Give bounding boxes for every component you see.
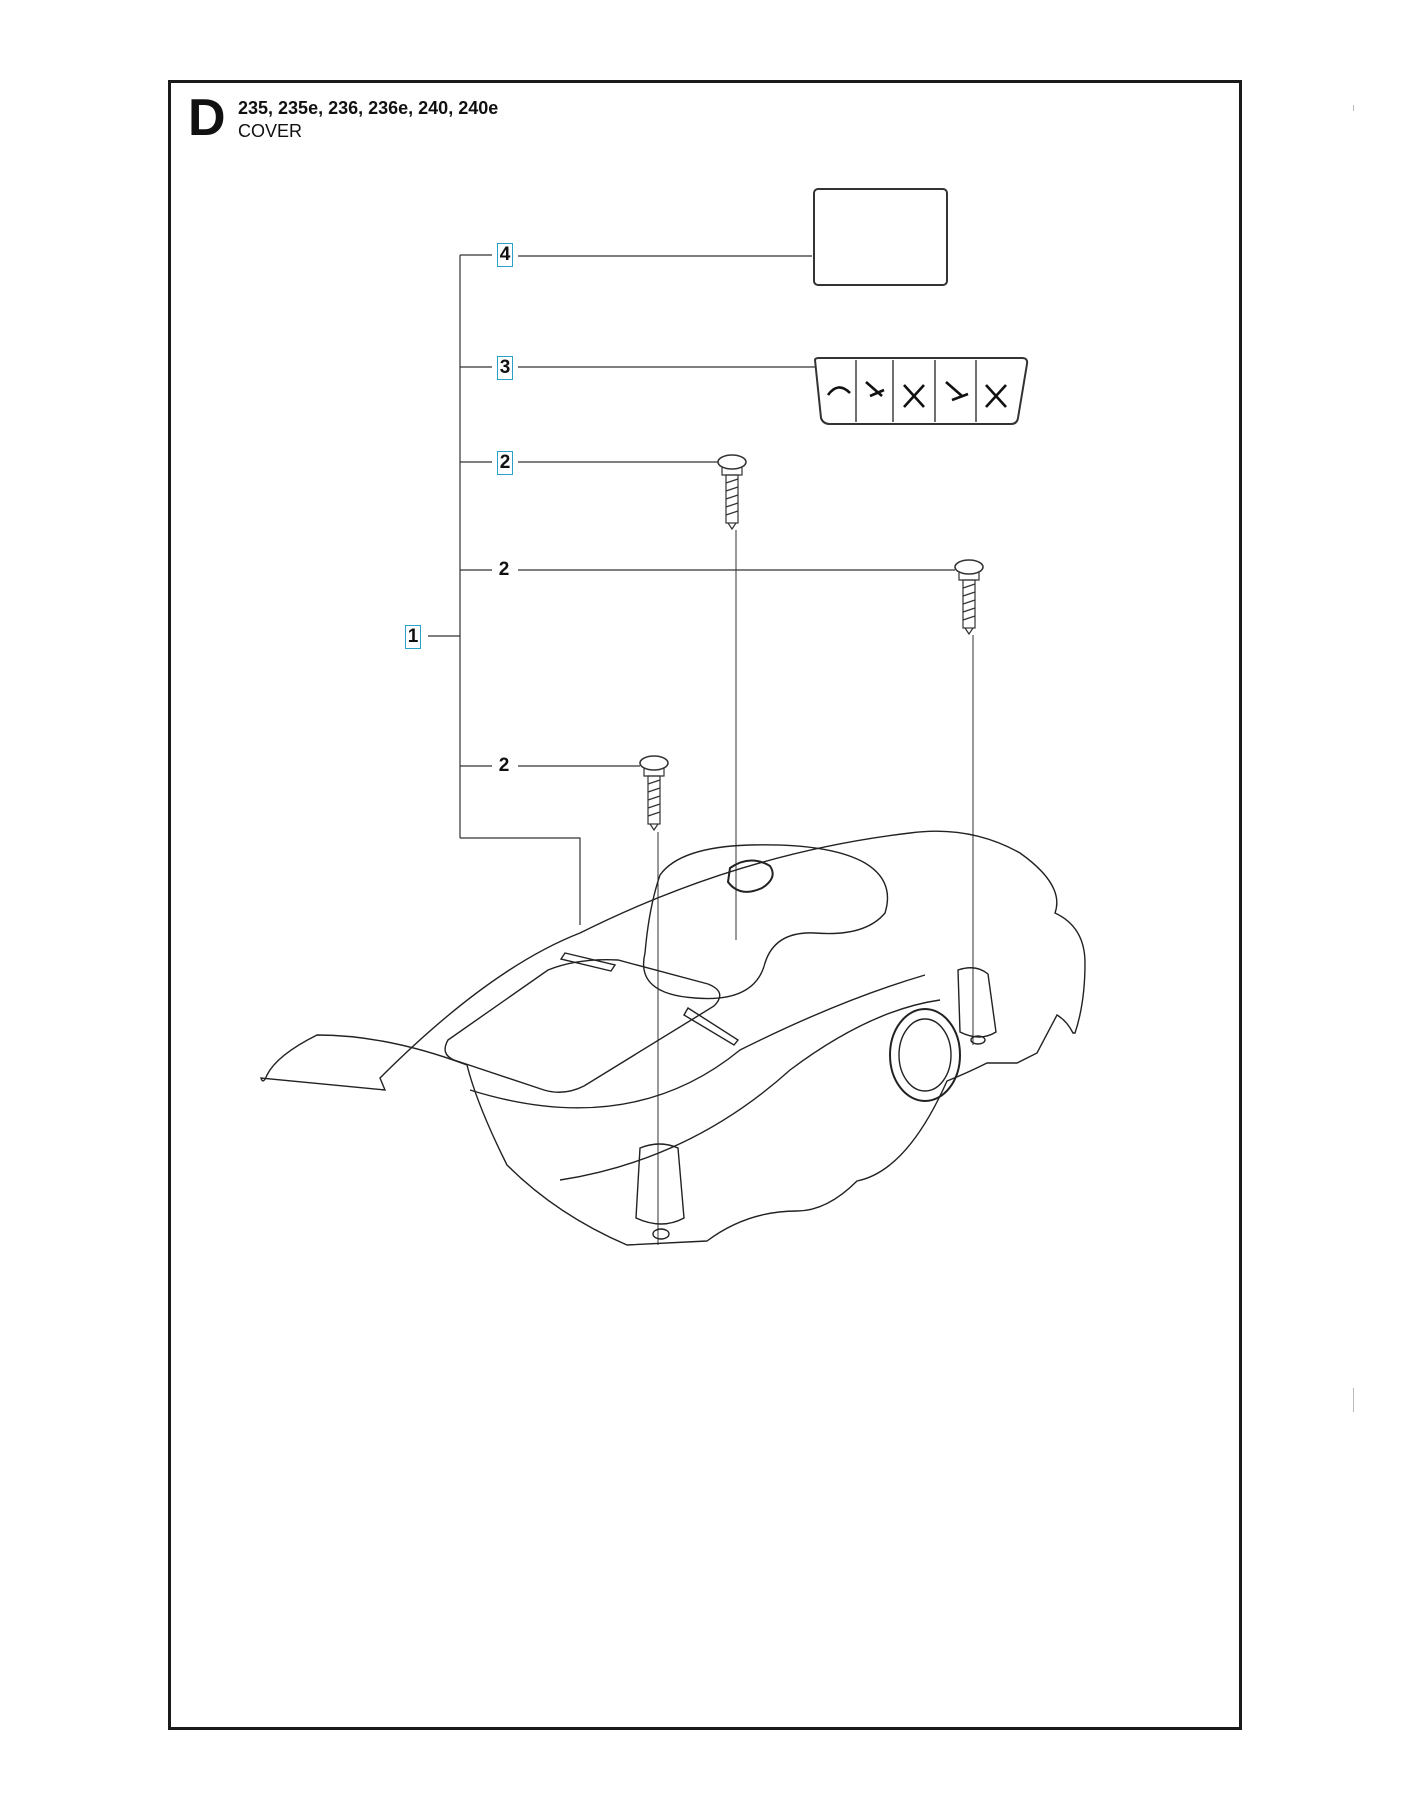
- callout-1[interactable]: 1: [405, 625, 421, 649]
- screw-2c: [640, 756, 668, 830]
- screw-2a: [718, 455, 746, 529]
- screw-2b: [955, 560, 983, 634]
- decal-x-icon: [904, 385, 924, 407]
- decal-x-icon: [986, 385, 1006, 407]
- callout-2[interactable]: 2: [497, 451, 513, 475]
- callout-4[interactable]: 4: [497, 243, 513, 267]
- callout-3[interactable]: 3: [497, 356, 513, 380]
- callout-2-secondary: 2: [498, 559, 510, 580]
- cylinder-cover: [261, 831, 1085, 1245]
- label-plate: [814, 189, 947, 285]
- edge-mark: [1353, 105, 1354, 111]
- edge-mark: [1353, 1388, 1354, 1412]
- section-letter: D: [188, 89, 226, 147]
- model-list: 235, 235e, 236, 236e, 240, 240e: [238, 98, 499, 118]
- callout-2-tertiary: 2: [498, 755, 510, 776]
- bracket-to-cover: [460, 838, 580, 925]
- section-title: COVER: [238, 121, 303, 141]
